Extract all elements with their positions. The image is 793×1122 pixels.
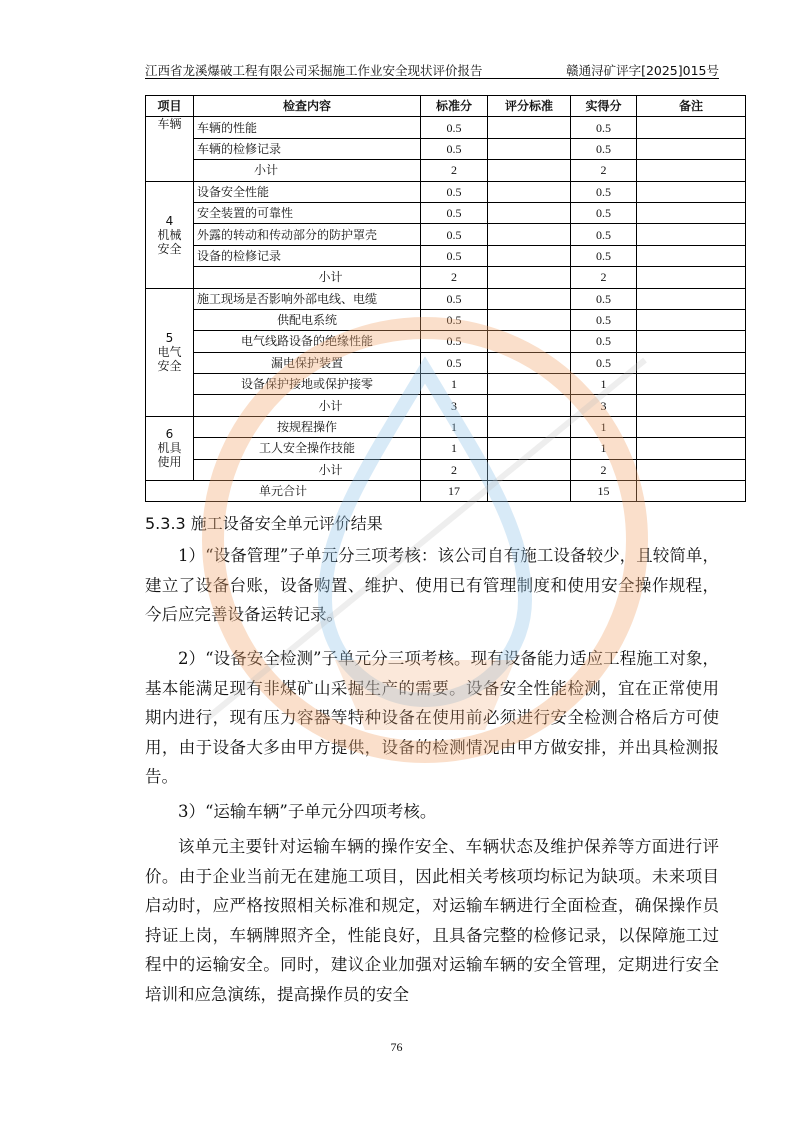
- remark-cell: [637, 267, 746, 288]
- item-cell: 按规程操作: [194, 416, 421, 437]
- total-std-cell: 17: [421, 481, 488, 502]
- header-report-number: 赣通浔矿评字[2025]015号: [566, 63, 719, 78]
- score-cell: 0.5: [571, 288, 637, 309]
- remark-cell: [637, 245, 746, 266]
- item-cell: 电气线路设备的绝缘性能: [194, 331, 421, 352]
- category-cell: 4 机械 安全: [146, 181, 194, 288]
- total-label-cell: 单元合计: [146, 481, 421, 502]
- criteria-cell: [488, 138, 571, 159]
- table-row: [146, 117, 746, 138]
- remark-cell: [637, 202, 746, 223]
- remark-cell: [637, 181, 746, 202]
- item-cell: 小计: [194, 267, 421, 288]
- table-row: [146, 352, 746, 373]
- col-header-remark: 备注: [637, 96, 746, 117]
- table-row: [146, 374, 746, 395]
- item-cell: 设备的检修记录: [194, 245, 421, 266]
- std-cell: 0.5: [421, 138, 488, 159]
- table-row: [146, 138, 746, 159]
- score-cell: 0.5: [571, 331, 637, 352]
- item-cell: 车辆的性能: [194, 117, 421, 138]
- table-row: [146, 438, 746, 459]
- std-cell: 0.5: [421, 309, 488, 330]
- table-row: [146, 309, 746, 330]
- score-cell: 3: [571, 395, 637, 416]
- evaluation-table: [145, 95, 746, 502]
- remark-cell: [637, 374, 746, 395]
- score-cell: 0.5: [571, 138, 637, 159]
- std-cell: 0.5: [421, 224, 488, 245]
- std-cell: 0.5: [421, 181, 488, 202]
- std-cell: 0.5: [421, 331, 488, 352]
- remark-cell: [637, 160, 746, 181]
- remark-cell: [637, 117, 746, 138]
- remark-cell: [637, 331, 746, 352]
- criteria-cell: [488, 416, 571, 437]
- criteria-cell: [488, 160, 571, 181]
- std-cell: 0.5: [421, 288, 488, 309]
- table-row: [146, 181, 746, 202]
- col-header-project: 项目: [146, 96, 194, 117]
- category-cell: 6 机具 使用: [146, 416, 194, 480]
- std-cell: 0.5: [421, 245, 488, 266]
- score-cell: 0.5: [571, 117, 637, 138]
- remark-cell: [637, 352, 746, 373]
- score-cell: 0.5: [571, 352, 637, 373]
- total-score-cell: 15: [571, 481, 637, 502]
- item-cell: 设备保护接地或保护接零: [194, 374, 421, 395]
- criteria-cell: [488, 224, 571, 245]
- col-header-standard: 标准分: [421, 96, 488, 117]
- table-row-subtotal: [146, 160, 746, 181]
- criteria-cell: [488, 117, 571, 138]
- remark-cell: [637, 224, 746, 245]
- criteria-cell: [488, 309, 571, 330]
- col-header-criteria: 评分标准: [488, 96, 571, 117]
- item-cell: 小计: [194, 160, 421, 181]
- criteria-cell: [488, 374, 571, 395]
- table-row: [146, 288, 746, 309]
- criteria-cell: [488, 395, 571, 416]
- criteria-cell: [488, 438, 571, 459]
- total-criteria-cell: [488, 481, 571, 502]
- table-row-subtotal: [146, 459, 746, 480]
- score-cell: 1: [571, 374, 637, 395]
- std-cell: 0.5: [421, 202, 488, 223]
- remark-cell: [637, 309, 746, 330]
- score-cell: 2: [571, 459, 637, 480]
- paragraph-transport-evaluation: 该单元主要针对运输车辆的操作安全、车辆状态及维护保养等方面进行评价。由于企业当前无在建施工项目，因此相关考核项均标记为缺项。未来项目启动时，应严格按照相关标准和规定，对运输车辆进行全面检查，确保操作员持证上岗，车辆牌照齐全，性能良好，且具备完整的检修记录，以保障施工过程中的运输安全。同时，建议企业加强对运输车辆的安全管理，定期进行安全培训和应急演练，提高操作员的安全: [145, 837, 719, 1004]
- criteria-cell: [488, 331, 571, 352]
- category-cell: 5 电气 安全: [146, 288, 194, 416]
- total-remark-cell: [637, 481, 746, 502]
- score-cell: 0.5: [571, 309, 637, 330]
- table-row-subtotal: [146, 395, 746, 416]
- table-row: [146, 245, 746, 266]
- remark-cell: [637, 288, 746, 309]
- remark-cell: [637, 416, 746, 437]
- std-cell: 2: [421, 160, 488, 181]
- table-header-row: [146, 96, 746, 117]
- item-cell: 安全装置的可靠性: [194, 202, 421, 223]
- item-cell: 设备安全性能: [194, 181, 421, 202]
- item-cell: 施工现场是否影响外部电线、电缆: [194, 288, 421, 309]
- std-cell: 1: [421, 374, 488, 395]
- criteria-cell: [488, 202, 571, 223]
- col-header-content: 检查内容: [194, 96, 421, 117]
- criteria-cell: [488, 267, 571, 288]
- paragraph-transport-vehicles: 3）“运输车辆”子单元分四项考核。: [178, 802, 437, 821]
- std-cell: 1: [421, 416, 488, 437]
- std-cell: 0.5: [421, 117, 488, 138]
- score-cell: 1: [571, 438, 637, 459]
- page-number: 76: [390, 1040, 403, 1054]
- item-cell: 工人安全操作技能: [194, 438, 421, 459]
- category-cell: 车辆: [146, 117, 194, 181]
- std-cell: 3: [421, 395, 488, 416]
- std-cell: 2: [421, 267, 488, 288]
- remark-cell: [637, 138, 746, 159]
- score-cell: 1: [571, 416, 637, 437]
- table-row: [146, 202, 746, 223]
- criteria-cell: [488, 459, 571, 480]
- std-cell: 0.5: [421, 352, 488, 373]
- header-report-title: 江西省龙溪爆破工程有限公司采掘施工作业安全现状评价报告: [145, 63, 483, 78]
- score-cell: 0.5: [571, 202, 637, 223]
- remark-cell: [637, 438, 746, 459]
- table-row: [146, 416, 746, 437]
- table-row-total: [146, 481, 746, 502]
- std-cell: 2: [421, 459, 488, 480]
- criteria-cell: [488, 181, 571, 202]
- item-cell: 漏电保护装置: [194, 352, 421, 373]
- score-cell: 0.5: [571, 224, 637, 245]
- paragraph-equipment-inspection: 2）“设备安全检测”子单元分三项考核。现有设备能力适应工程施工对象，基本能满足现有非煤矿山采掘生产的需要。设备安全性能检测，宜在正常使用期内进行，现有压力容器等特种设备在使用前必须进行安全检测合格后方可使用，由于设备大多由甲方提供，设备的检测情况由甲方做安排，并出具检测报告。: [145, 649, 719, 786]
- item-cell: 小计: [194, 395, 421, 416]
- criteria-cell: [488, 352, 571, 373]
- paragraph-equipment-management: 1）“设备管理”子单元分三项考核：该公司自有施工设备较少，且较简单，建立了设备台账，设备购置、维护、使用已有管理制度和使用安全操作规程，今后应完善设备运转记录。: [145, 546, 719, 624]
- col-header-score: 实得分: [571, 96, 637, 117]
- score-cell: 2: [571, 160, 637, 181]
- score-cell: 2: [571, 267, 637, 288]
- table-row-subtotal: [146, 267, 746, 288]
- table-row: [146, 331, 746, 352]
- item-cell: 车辆的检修记录: [194, 138, 421, 159]
- std-cell: 1: [421, 438, 488, 459]
- section-heading: 5.3.3 施工设备安全单元评价结果: [145, 514, 383, 533]
- item-cell: 小计: [194, 459, 421, 480]
- criteria-cell: [488, 245, 571, 266]
- score-cell: 0.5: [571, 245, 637, 266]
- item-cell: 供配电系统: [194, 309, 421, 330]
- page-header: [145, 60, 719, 79]
- remark-cell: [637, 395, 746, 416]
- remark-cell: [637, 459, 746, 480]
- item-cell: 外露的转动和传动部分的防护罩壳: [194, 224, 421, 245]
- table-row: [146, 224, 746, 245]
- score-cell: 0.5: [571, 181, 637, 202]
- criteria-cell: [488, 288, 571, 309]
